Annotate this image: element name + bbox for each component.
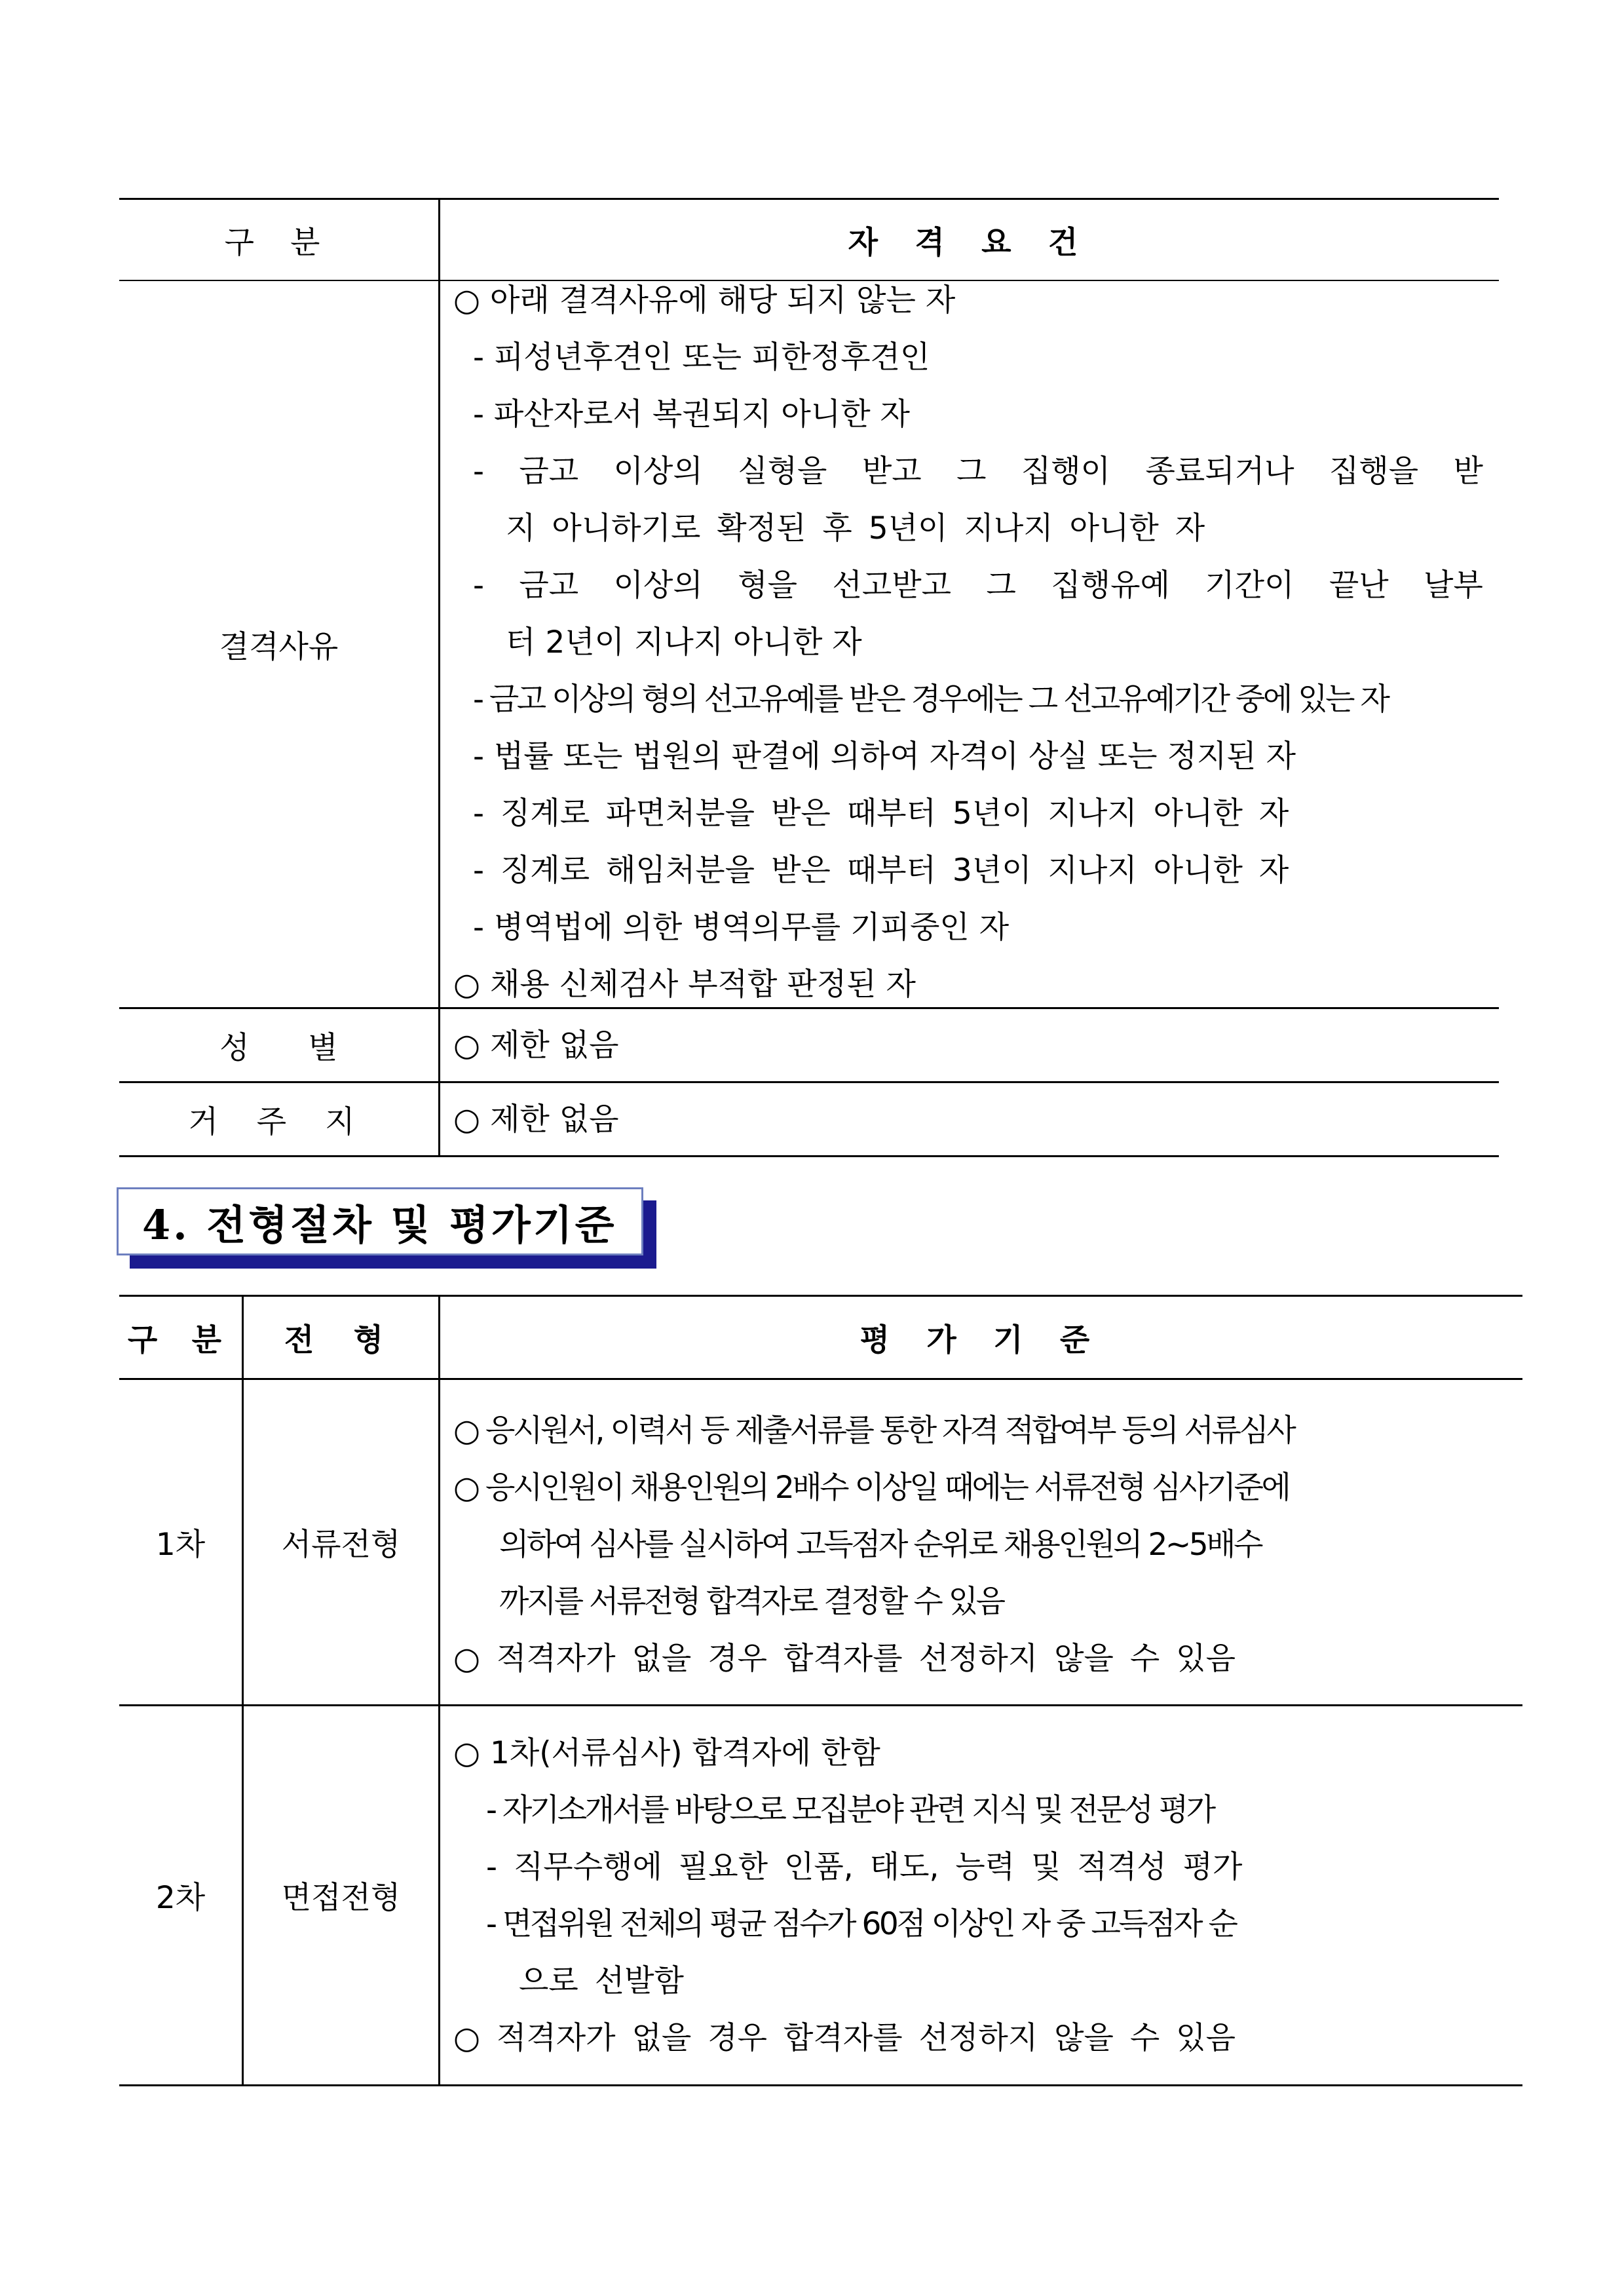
row-label-text: 거 주 지	[188, 1103, 369, 1140]
word: 실형을	[738, 453, 827, 489]
row-label	[119, 281, 438, 1007]
header-label-requirements: 자 격 요 건	[848, 224, 1091, 261]
section-heading-box	[117, 1187, 643, 1255]
word: 기간이	[1205, 567, 1294, 603]
type-label: 면접전형	[281, 1880, 401, 1916]
type-cell	[244, 1706, 438, 2084]
section-heading-text: 4. 전형절차 및 평가기준	[142, 1200, 617, 1249]
list-item: - 금고 이상의 형의 선고유예를 받은 경우에는 그 선고유예기간 중에 있는 자	[473, 681, 1388, 718]
list-item: - 파산자로서 복권되지 아니한 자	[473, 396, 910, 432]
list-item: ○ 채용 신체검사 부적합 판정된 자	[453, 966, 916, 1003]
stage-label: 2차	[155, 1880, 206, 1916]
list-item: ○ 적격자가 없을 경우 합격자를 선정하지 않을 수 있음	[453, 2020, 1236, 2056]
word: 받	[1453, 453, 1483, 489]
list-item: ○ 적격자가 없을 경우 합격자를 선정하지 않을 수 있음	[453, 1641, 1236, 1677]
list-item: 지 아니하기로 확정된 후 5년이 지나지 아니한 자	[506, 510, 1205, 546]
word: 그	[986, 567, 1016, 603]
type-cell	[244, 1380, 438, 1704]
list-item: - 징계로 해임처분을 받은 때부터 3년이 지나지 아니한 자	[473, 852, 1289, 889]
word: 금고	[519, 453, 579, 489]
word: -	[473, 453, 484, 489]
list-item: 터 2년이 지나지 아니한 자	[506, 624, 862, 660]
word: 금고	[519, 567, 579, 603]
list-item	[453, 443, 1488, 500]
gender-requirement	[453, 1017, 619, 1074]
word: 집행유예	[1051, 567, 1170, 603]
stage-label: 1차	[155, 1527, 206, 1563]
row-label-text: 결격사유	[219, 628, 339, 665]
list-item: - 병역법에 의한 병역의무를 기피중인 자	[473, 909, 1010, 946]
list-item: 으로 선발함	[519, 1963, 684, 1999]
list-item: ○ 제한 없음	[453, 1101, 619, 1138]
list-item: ○ 응시인원이 채용인원의 2배수 이상일 때에는 서류전형 심사기준에	[453, 1470, 1289, 1506]
word: 종료되거나	[1145, 453, 1294, 489]
list-item: ○ 응시원서, 이력서 등 제출서류를 통한 자격 적합여부 등의 서류심사	[453, 1413, 1294, 1449]
list-item: 까지를 서류전형 합격자로 결정할 수 있음	[499, 1584, 1004, 1620]
stage-cell	[119, 1380, 242, 1704]
word: 그	[956, 453, 987, 489]
header-cell	[440, 1297, 1522, 1378]
word: 받고	[861, 453, 922, 489]
list-item: ○ 1차(서류심사) 합격자에 한함	[453, 1735, 880, 1771]
word: 이상의	[613, 567, 703, 603]
word: 집행이	[1021, 453, 1111, 489]
word: 선고받고	[832, 567, 952, 603]
row-label	[119, 1009, 438, 1081]
word: 집행을	[1329, 453, 1419, 489]
disqualification-list	[453, 272, 1488, 1013]
header-label-stage: 구 분	[127, 1322, 234, 1358]
row-label-text: 성 별	[219, 1029, 338, 1066]
list-item: - 자기소개서를 바탕으로 모집분야 관련 지식 및 전문성 평가	[486, 1792, 1214, 1828]
list-item: 의하여 심사를 실시하여 고득점자 순위로 채용인원의 2~5배수	[499, 1527, 1261, 1563]
column-divider	[438, 1295, 440, 2086]
document-screening-criteria	[453, 1402, 1509, 1687]
stage-cell	[119, 1706, 242, 2084]
list-item: - 직무수행에 필요한 인품, 태도, 능력 및 적격성 평가	[486, 1849, 1243, 1885]
header-cell	[119, 200, 438, 280]
word: -	[473, 567, 484, 603]
word: 형을	[738, 567, 798, 603]
list-item: - 법률 또는 법원의 판결에 의하여 자격이 상실 또는 정지된 자	[473, 738, 1296, 775]
table-bottom-rule	[119, 2084, 1522, 2086]
word: 날부	[1424, 567, 1483, 603]
word: 이상의	[613, 453, 703, 489]
header-label-criteria: 평 가 기 준	[859, 1322, 1103, 1358]
residence-requirement	[453, 1091, 619, 1148]
list-item: - 징계로 파면처분을 받은 때부터 5년이 지나지 아니한 자	[473, 795, 1289, 832]
row-label	[119, 1083, 438, 1155]
column-divider	[438, 198, 440, 1157]
header-cell	[440, 200, 1499, 280]
list-item: ○ 제한 없음	[453, 1027, 619, 1063]
header-label-category: 구 분	[224, 224, 333, 261]
word: 끝난	[1329, 567, 1389, 603]
header-cell	[244, 1297, 438, 1378]
list-item: - 피성년후견인 또는 피한정후견인	[473, 339, 930, 375]
table-bottom-rule	[119, 1155, 1499, 1157]
header-cell	[119, 1297, 242, 1378]
list-item: - 면접위원 전체의 평균 점수가 60점 이상인 자 중 고득점자 순	[486, 1906, 1236, 1942]
type-label: 서류전형	[281, 1527, 401, 1563]
header-label-type: 전 형	[284, 1322, 398, 1358]
list-item: ○ 아래 결격사유에 해당 되지 않는 자	[453, 282, 956, 318]
interview-criteria	[453, 1725, 1509, 2067]
list-item	[453, 557, 1488, 614]
